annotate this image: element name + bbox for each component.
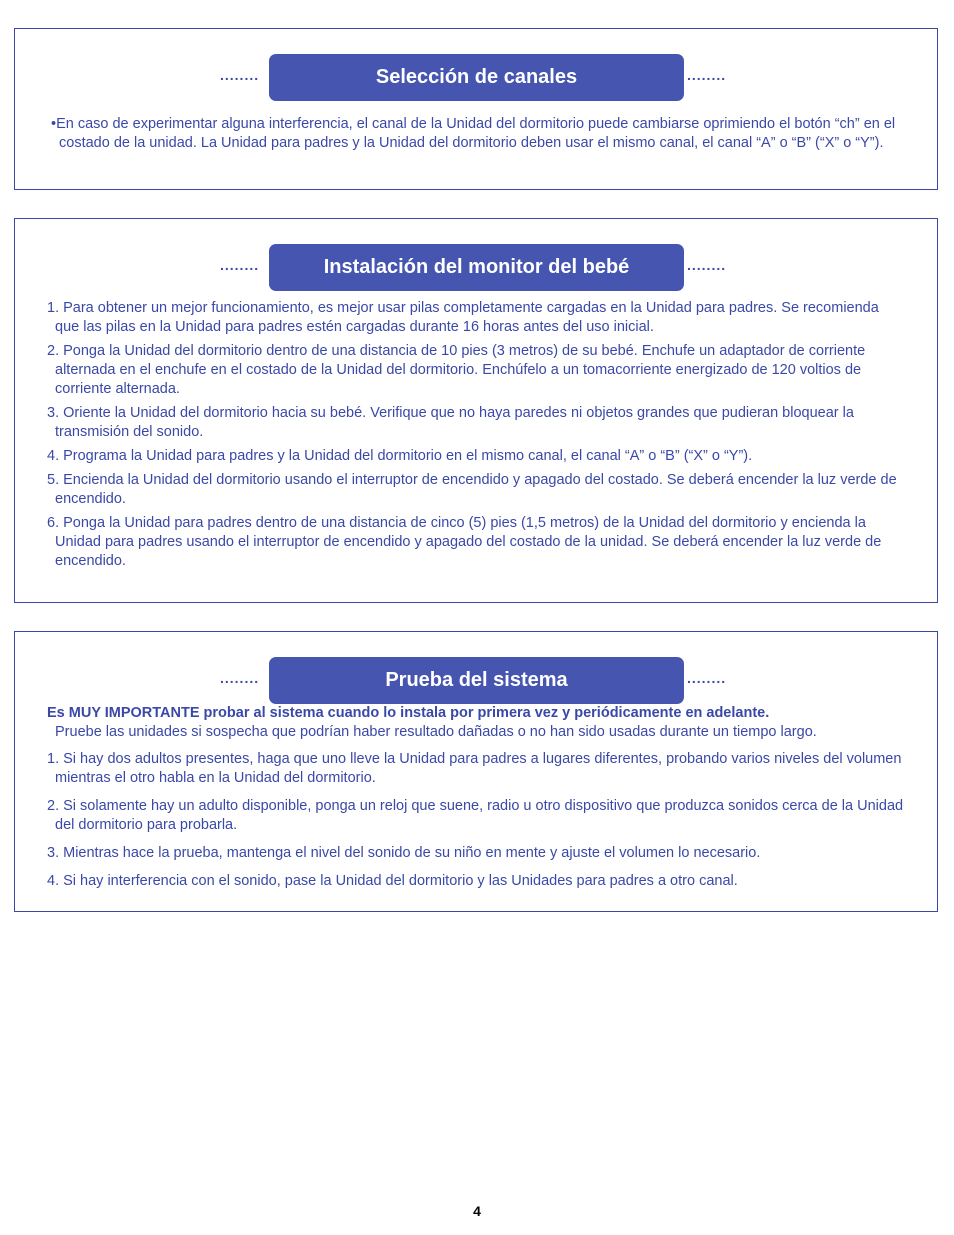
list-item: 3. Oriente la Unidad del dormitorio hacia su bebé. Verifique que no haya paredes ni objetos grandes que pudieran bloquear la transmisión del sonido.: [47, 405, 854, 440]
bullet-paragraph: •En caso de experimentar alguna interferencia, el canal de la Unidad del dormitorio puede cambiarse oprimiendo el botón “ch” en el costado de la unidad. La Unidad para padres y la Unidad del dormitorio deben usar el mismo canal, el canal “A” o “B” (“X” o “Y”).: [51, 116, 896, 151]
decorative-dots-right: ........: [687, 67, 727, 83]
section-title: Instalación del monitor del bebé: [269, 244, 684, 291]
section-body: [47, 704, 907, 900]
section-system-test: [14, 631, 938, 912]
decorative-dots-left: ........: [220, 670, 260, 686]
list-item: 4. Programa la Unidad para padres y la Unidad del dormitorio en el mismo canal, el canal “A” o “B” (“X” o “Y”).: [47, 448, 753, 464]
important-note: [47, 704, 907, 742]
section-title: Prueba del sistema: [269, 657, 684, 704]
section-header: [15, 244, 937, 292]
list-item: 2. Ponga la Unidad del dormitorio dentro de una distancia de 10 pies (3 metros) de su bebé. Enchufe un adaptador de corriente alternada en el enchufe en el costado de la Unidad del dormitorio. Enchúfelo a un tomacorriente energizado de 120 voltios de corriente alternada.: [47, 343, 866, 397]
decorative-dots-left: ........: [220, 257, 260, 273]
section-body: [51, 115, 911, 153]
list-item: 6. Ponga la Unidad para padres dentro de una distancia de cinco (5) pies (1,5 metros) de la Unidad del dormitorio y encienda la Unidad para padres usando el interruptor de encendido y apagado del costado de la unidad. Se deberá encender la luz verde de encendido.: [47, 515, 882, 569]
page-number: 4: [473, 1203, 481, 1219]
list-item: 5. Encienda la Unidad del dormitorio usando el interruptor de encendido y apagado del costado. Se deberá encender la luz verde de encendido.: [47, 472, 897, 507]
decorative-dots-right: ........: [687, 670, 727, 686]
list-item: 1. Si hay dos adultos presentes, haga que uno lleve la Unidad para padres a lugares diferentes, probando varios niveles del volumen mientras el otro habla en la Unidad del dormitorio.: [47, 751, 902, 786]
list-item: 3. Mientras hace la prueba, mantenga el nivel del sonido de su niño en mente y ajuste el volumen lo necesario.: [47, 845, 761, 861]
important-note-detail: Pruebe las unidades si sospecha que podrían haber resultado dañadas o no han sido usadas durante un tiempo largo.: [55, 724, 817, 740]
list-item: 2. Si solamente hay un adulto disponible, ponga un reloj que suene, radio u otro dispositivo que produzca sonidos cerca de la Unidad del dormitorio para probarla.: [47, 798, 904, 833]
decorative-dots-left: ........: [220, 67, 260, 83]
numbered-list: [47, 299, 907, 576]
list-item: 1. Para obtener un mejor funcionamiento, es mejor usar pilas completamente cargadas en la Unidad para padres. Se recomienda que las pilas en la Unidad para padres estén cargadas durante 16 horas antes del uso inicial.: [47, 300, 879, 335]
section-header: [15, 657, 937, 705]
list-item: 4. Si hay interferencia con el sonido, pase la Unidad del dormitorio y las Unidades para padres a otro canal.: [47, 873, 738, 889]
important-note-bold: Es MUY IMPORTANTE probar al sistema cuando lo instala por primera vez y periódicamente en adelante.: [47, 705, 770, 721]
section-monitor-installation: [14, 218, 938, 603]
section-header: [15, 54, 937, 102]
section-channel-selection: [14, 28, 938, 190]
decorative-dots-right: ........: [687, 257, 727, 273]
section-title: Selección de canales: [269, 54, 684, 101]
